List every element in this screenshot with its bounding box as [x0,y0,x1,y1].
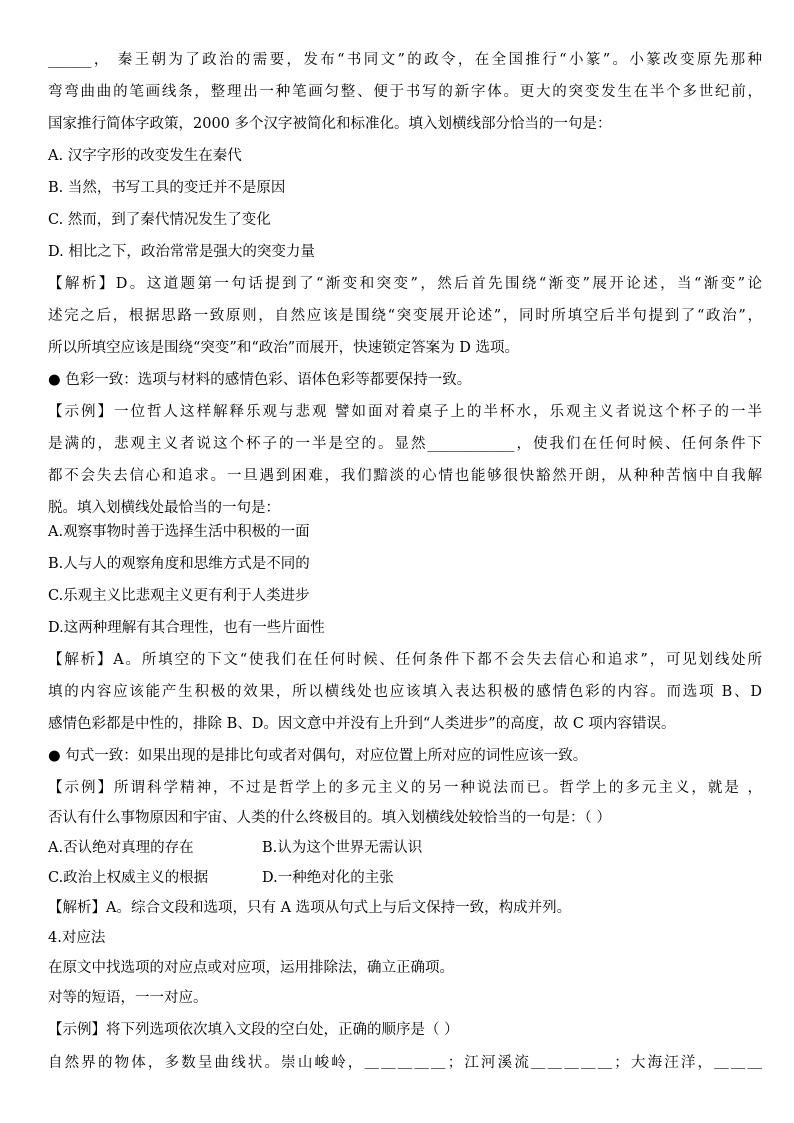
example-line: 【示例】所谓科学精神，不过是哲学上的多元主义的另一种说法而已。哲学上的多元主义，就是 ， [48,780,762,796]
example-line: 【示例】将下列选项依次填入文段的空白处，正确的顺序是（ ） [48,1022,459,1038]
example-line: 否认有什么事物原因和宇宙、人类的什么终极目的。填入划横线处较恰当的一句是：（ ） [48,810,611,826]
option-line: D. 相比之下，政治常常是强大的突变力量 [48,244,315,260]
option-b: B.认为这个世界无需认识 [262,840,423,856]
option-line: D.这两种理解有其合理性，也有一些片面性 [48,620,325,636]
analysis-line: 填的内容应该能产生积极的效果，所以横线处也应该填入表达积极的感情色彩的内容。而选项 B、D [48,684,762,700]
text-line: ______， 秦王朝为了政治的需要，发布“书同文”的政令，在全国推行“小篆”。小篆改变原先那种 [48,52,762,68]
analysis-line: 【解析】A。所填空的下文“使我们在任何时候、任何条件下都不会失去信心和追求”，可见划线处所 [48,652,762,668]
text-line: 国家推行简体字政策，2000 多个汉字被简化和标准化。填入划横线部分恰当的一句是： [48,116,612,132]
bullet-line: ● 色彩一致：选项与材料的感情色彩、语体色彩等都要保持一致。 [48,372,472,388]
option-line: B. 当然，书写工具的变迁并不是原因 [48,180,286,196]
bullet-line: ● 句式一致：如果出现的是排比句或者对偶句，对应位置上所对应的词性应该一致。 [48,748,588,764]
option-line: C.乐观主义比悲观主义更有利于人类进步 [48,588,310,604]
analysis-line: 【解析】A。综合文段和选项，只有 A 选项从句式上与后文保持一致，构成并列。 [48,900,572,916]
option-a: A.否认绝对真理的存在 [48,840,194,856]
example-line: 是满的，悲观主义者说这个杯子的一半是空的。显然____________，使我们在任何时候、任何条件下 [48,436,762,452]
analysis-line: 所以所填空应该是围绕“突变”和“政治”而展开，快速锁定答案为 D 选项。 [48,340,519,356]
options-row [48,868,762,888]
text-line: 弯弯曲曲的笔画线条，整理出一种笔画匀整、便于书写的新字体。更大的突变发生在半个多世纪前， [48,84,762,100]
options-row [48,838,762,858]
analysis-line: 【解析】D。这道题第一句话提到了“渐变和突变”，然后首先围绕“渐变”展开论述，当“渐变”论 [48,276,762,292]
section-heading: 4.对应法 [48,930,106,946]
example-line: 脱。填入划横线处最恰当的一句是： [48,500,280,516]
option-line: A.观察事物时善于选择生活中积极的一面 [48,524,310,540]
example-line: 自然界的物体，多数呈曲线状。崇山峻岭，＿＿＿＿＿；江河溪流＿＿＿＿＿；大海汪洋，＿＿＿ [48,1055,762,1071]
option-d: D.一种绝对化的主张 [262,870,394,886]
option-line: B.人与人的观察角度和思维方式是不同的 [48,556,310,572]
analysis-line: 感情色彩都是中性的，排除 B、D。因文意中并没有上升到“人类进步”的高度，故 C 项内容错误。 [48,716,676,732]
example-line: 【示例】一位哲人这样解释乐观与悲观 譬如面对着桌子上的半杯水，乐观主义者说这个杯子的一半 [48,404,762,420]
option-line: A. 汉字字形的改变发生在秦代 [48,148,242,164]
text-line: 对等的短语，一一对应。 [48,990,208,1006]
text-line: 在原文中找选项的对应点或对应项，运用排除法，确立正确项。 [48,960,454,976]
example-line: 都不会失去信心和追求。一旦遇到困难，我们黯淡的心情也能够很快豁然开朗，从种种苦恼中自我解 [48,468,762,484]
analysis-line: 述完之后，根据思路一致原则，自然应该是围绕“突变展开论述”，同时所填空后半句提到了“政治”， [48,308,762,324]
option-c: C.政治上权威主义的根据 [48,870,209,886]
option-line: C. 然而，到了秦代情况发生了变化 [48,212,271,228]
